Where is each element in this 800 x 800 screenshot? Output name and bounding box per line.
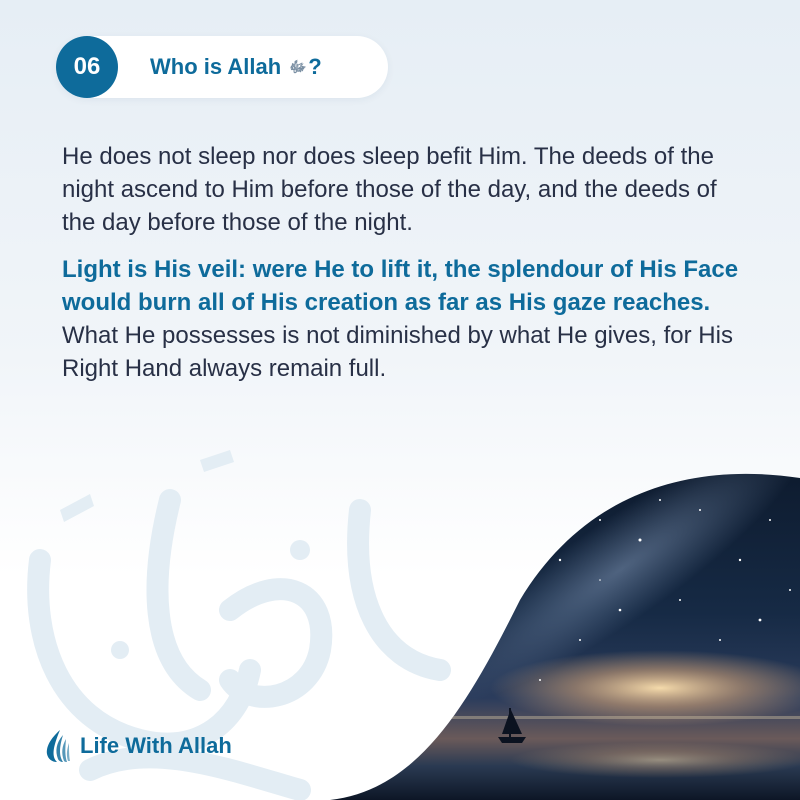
honorific-glyph: ﷻ bbox=[289, 59, 307, 77]
number-badge: 06 bbox=[56, 36, 118, 98]
title-question-mark: ? bbox=[308, 54, 322, 79]
highlighted-quote: Light is His veil: were He to lift it, the splendour of His Face would burn all of His creation as far as His gaze reaches. bbox=[62, 256, 739, 316]
brand-footer bbox=[44, 728, 232, 764]
paragraph-1: He does not sleep nor does sleep befit Him. The deeds of the night ascend to Him before those of the day, and the deeds of the day before those of the night. bbox=[62, 143, 717, 236]
flame-drop-logo-icon bbox=[44, 729, 72, 763]
body-text bbox=[62, 140, 752, 399]
paragraph-2-rest: What He possesses is not diminished by what He gives, for His Right Hand always remain full. bbox=[62, 322, 733, 382]
paragraph-2 bbox=[62, 253, 752, 385]
title-text: Who is Allah bbox=[150, 54, 282, 79]
brand-name: Life With Allah bbox=[80, 733, 232, 758]
page-title bbox=[150, 36, 322, 98]
